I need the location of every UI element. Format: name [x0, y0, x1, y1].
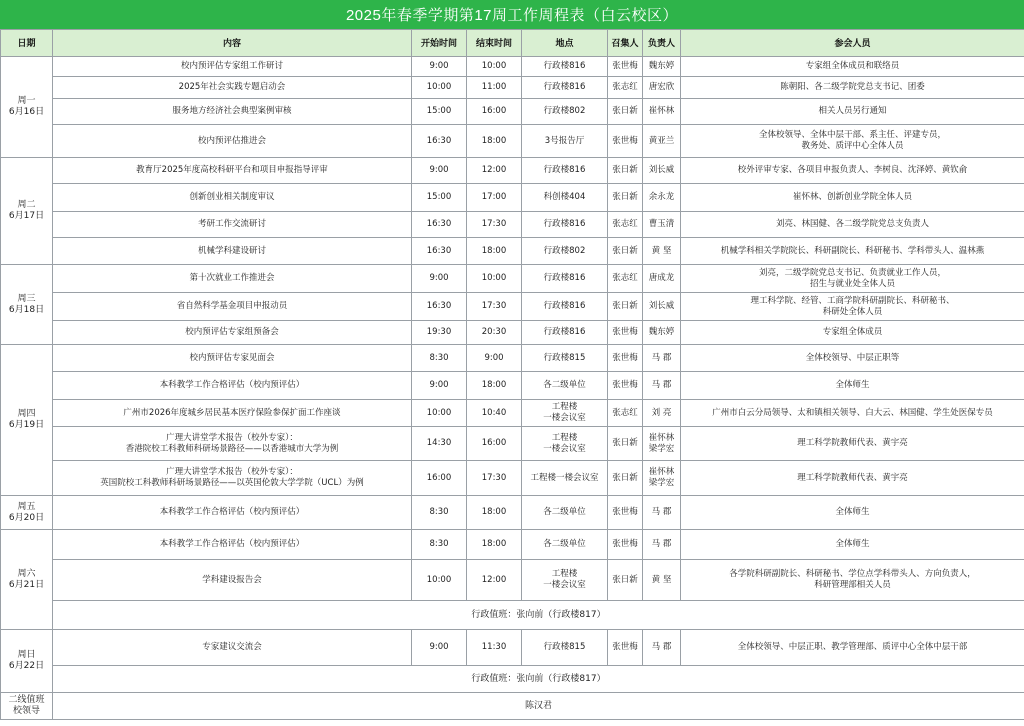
duty-cell: 行政值班：张向前（行政楼817）	[53, 601, 1024, 630]
attendees-cell	[681, 265, 1024, 293]
owner-cell-line: 余永龙	[648, 192, 675, 202]
location-cell	[522, 530, 608, 560]
owner-cell	[643, 345, 681, 372]
table-row	[1, 372, 1024, 400]
footer-row	[1, 693, 1024, 720]
location-cell-line: 行政楼815	[543, 352, 586, 363]
owner-cell	[643, 400, 681, 427]
start-time-cell: 10:00	[412, 400, 467, 427]
location-cell	[522, 184, 608, 212]
location-cell	[522, 630, 608, 666]
day-cell-line: 6月19日	[8, 420, 45, 430]
attendees-cell	[681, 158, 1024, 184]
owner-cell	[643, 496, 681, 530]
owner-cell	[643, 530, 681, 560]
convener-cell: 张世梅	[608, 630, 643, 666]
start-time-cell: 8:30	[412, 530, 467, 560]
location-cell	[522, 321, 608, 345]
start-time-cell: 9:00	[412, 57, 467, 77]
content-cell	[53, 400, 412, 427]
duty-row	[1, 601, 1024, 630]
owner-cell	[643, 99, 681, 125]
owner-cell	[643, 293, 681, 321]
owner-cell	[643, 461, 681, 496]
content-cell-line: 创新创业相关制度审议	[189, 192, 275, 202]
end-time-cell: 10:00	[467, 265, 522, 293]
attendees-cell-line: 刘亮，二级学院党总支书记、负责就业工作人员，	[758, 267, 946, 278]
location-cell-line: 工程楼	[551, 569, 578, 579]
end-time-cell: 17:30	[467, 212, 522, 238]
owner-cell	[643, 158, 681, 184]
day-cell-line: 6月21日	[8, 579, 45, 590]
location-cell-line: 一楼会议室	[543, 443, 586, 454]
content-cell	[53, 372, 412, 400]
attendees-cell-line: 各学院科研副院长、科研秘书、学位点学科带头人、方向负责人，	[729, 569, 976, 579]
owner-cell-line: 黄 坚	[651, 574, 672, 585]
content-cell-line: 学科建设报告会	[202, 574, 262, 585]
day-cell-line: 周六	[17, 568, 36, 579]
start-time-cell: 10:00	[412, 560, 467, 601]
end-time-cell: 18:00	[467, 496, 522, 530]
convener-cell: 张世梅	[608, 345, 643, 372]
end-time-cell: 12:00	[467, 560, 522, 601]
content-cell-line: 本科教学工作合格评估（校内预评估）	[159, 507, 305, 517]
start-time-cell: 9:00	[412, 265, 467, 293]
attendees-cell-line: 全体校领导、中层正职等	[805, 352, 900, 363]
attendees-cell-line: 专家组全体成员和联络员	[805, 61, 900, 71]
attendees-cell	[681, 496, 1024, 530]
end-time-cell: 10:40	[467, 400, 522, 427]
owner-cell-line: 马 郡	[651, 380, 672, 390]
location-cell	[522, 99, 608, 125]
header-owner: 负责人	[643, 30, 681, 57]
convener-cell: 张日新	[608, 461, 643, 496]
owner-cell	[643, 57, 681, 77]
convener-cell: 张世梅	[608, 125, 643, 158]
convener-cell: 张世梅	[608, 530, 643, 560]
location-cell	[522, 212, 608, 238]
table-row	[1, 125, 1024, 158]
location-cell	[522, 427, 608, 461]
location-cell-line: 一楼会议室	[543, 580, 586, 590]
attendees-cell	[681, 461, 1024, 496]
content-cell	[53, 461, 412, 496]
convener-cell: 张日新	[608, 560, 643, 601]
owner-cell	[643, 265, 681, 293]
location-cell	[522, 125, 608, 158]
attendees-cell-line: 科研处全体人员	[822, 306, 883, 317]
content-cell	[53, 321, 412, 345]
table-row	[1, 212, 1024, 238]
content-cell	[53, 158, 412, 184]
owner-cell	[643, 427, 681, 461]
owner-cell-line: 刘长威	[648, 301, 675, 311]
content-cell	[53, 238, 412, 265]
duty-row	[1, 666, 1024, 693]
attendees-cell-line: 科研管理部相关人员	[814, 580, 891, 590]
table-row	[1, 184, 1024, 212]
content-cell-line: 第十次就业工作推进会	[189, 273, 275, 283]
day-cell-line: 6月17日	[8, 211, 45, 221]
end-time-cell: 18:00	[467, 372, 522, 400]
end-time-cell: 20:30	[467, 321, 522, 345]
owner-cell	[643, 238, 681, 265]
location-cell	[522, 345, 608, 372]
owner-cell-line: 马 郡	[651, 507, 672, 517]
table-row	[1, 293, 1024, 321]
content-cell	[53, 184, 412, 212]
convener-cell: 张日新	[608, 158, 643, 184]
owner-cell	[643, 321, 681, 345]
location-cell-line: 行政楼816	[543, 301, 586, 311]
footer-label-cell	[1, 693, 53, 720]
table-row	[1, 427, 1024, 461]
location-cell	[522, 238, 608, 265]
owner-cell-line: 黄 坚	[651, 245, 672, 256]
attendees-cell-line: 广州市白云分局领导、太和镇相关领导、白大云、林国健、学生处医保专员	[712, 407, 993, 418]
location-cell-line: 行政楼816	[543, 273, 586, 283]
end-time-cell: 10:00	[467, 57, 522, 77]
attendees-cell-line: 机械学科相关学院院长、科研副院长、科研秘书、学科带头人、温林燕	[720, 245, 985, 256]
table-row	[1, 57, 1024, 77]
schedule-table	[0, 29, 1024, 720]
owner-cell-line: 崔怀林	[648, 467, 675, 477]
content-cell	[53, 345, 412, 372]
attendees-cell-line: 全体师生	[835, 507, 870, 517]
owner-cell	[643, 184, 681, 212]
day-cell-line: 6月20日	[8, 512, 45, 523]
day-cell-line: 周三	[17, 293, 36, 304]
content-cell-line: 考研工作交流研讨	[197, 219, 266, 229]
convener-cell: 张日新	[608, 184, 643, 212]
owner-cell	[643, 372, 681, 400]
location-cell-line: 各二级单位	[543, 380, 586, 390]
schedule-body	[1, 57, 1024, 720]
location-cell-line: 行政楼816	[543, 219, 586, 229]
header-convener: 召集人	[608, 30, 643, 57]
location-cell	[522, 372, 608, 400]
owner-cell-line: 崔怀林	[648, 106, 675, 116]
location-cell	[522, 265, 608, 293]
attendees-cell-line: 教务处、质评中心全体人员	[801, 141, 904, 151]
attendees-cell-line: 理工科学院、经管、工商学院科研副院长、科研秘书、	[750, 295, 955, 306]
location-cell-line: 工程楼	[551, 432, 578, 443]
location-cell	[522, 77, 608, 99]
header-content: 内容	[53, 30, 412, 57]
table-row	[1, 496, 1024, 530]
start-time-cell: 9:00	[412, 158, 467, 184]
content-cell	[53, 99, 412, 125]
day-cell-line: 6月18日	[8, 304, 45, 315]
day-cell	[1, 530, 53, 630]
table-row	[1, 400, 1024, 427]
table-row	[1, 560, 1024, 601]
start-time-cell: 16:30	[412, 238, 467, 265]
header-row	[1, 30, 1024, 57]
header-location: 地点	[522, 30, 608, 57]
attendees-cell	[681, 372, 1024, 400]
content-cell	[53, 496, 412, 530]
attendees-cell-line: 全体校领导、中层正职、教学管理部、质评中心全体中层干部	[737, 642, 968, 652]
page-title: 2025年春季学期第17周工作周程表（白云校区）	[0, 0, 1024, 29]
attendees-cell-line: 相关人员另行通知	[818, 106, 887, 116]
content-cell-line: 英国院校工科教师科研场景路径——以英国伦敦大学学院（UCL）为例	[100, 478, 364, 488]
table-row	[1, 321, 1024, 345]
header-end: 结束时间	[467, 30, 522, 57]
start-time-cell: 19:30	[412, 321, 467, 345]
table-row	[1, 461, 1024, 496]
convener-cell: 张世梅	[608, 321, 643, 345]
owner-cell-line: 马 郡	[651, 352, 672, 363]
attendees-cell	[681, 99, 1024, 125]
start-time-cell: 16:00	[412, 461, 467, 496]
attendees-cell	[681, 321, 1024, 345]
location-cell	[522, 293, 608, 321]
start-time-cell: 9:00	[412, 372, 467, 400]
attendees-cell-line: 校外评审专家、各项目申报负责人、李树良、沈泽婷、黄钦俞	[737, 165, 968, 175]
day-cell-line: 周一	[17, 96, 36, 106]
content-cell	[53, 293, 412, 321]
footer-label-cell-line: 校领导	[12, 706, 40, 716]
attendees-cell	[681, 125, 1024, 158]
owner-cell-line: 魏东婷	[648, 61, 675, 71]
owner-cell	[643, 212, 681, 238]
owner-cell	[643, 630, 681, 666]
content-cell-line: 省自然科学基金项目申报动员	[176, 301, 288, 311]
attendees-cell	[681, 530, 1024, 560]
day-cell	[1, 57, 53, 158]
convener-cell: 张日新	[608, 427, 643, 461]
convener-cell: 张日新	[608, 293, 643, 321]
location-cell-line: 工程楼	[551, 402, 578, 412]
content-cell-line: 校内预评估专家组预备会	[185, 327, 279, 337]
owner-cell-line: 梁学宏	[648, 443, 675, 454]
end-time-cell: 18:00	[467, 238, 522, 265]
duty-cell: 行政值班：张向前（行政楼817）	[53, 666, 1024, 693]
end-time-cell: 12:00	[467, 158, 522, 184]
attendees-cell-line: 刘亮、林国健、各二级学院党总支负责人	[775, 219, 929, 229]
table-row	[1, 77, 1024, 99]
convener-cell: 张志红	[608, 77, 643, 99]
location-cell	[522, 158, 608, 184]
day-cell-line: 周四	[17, 409, 36, 419]
attendees-cell	[681, 560, 1024, 601]
day-cell	[1, 630, 53, 693]
end-time-cell: 17:00	[467, 184, 522, 212]
location-cell-line: 一楼会议室	[543, 413, 586, 423]
table-row	[1, 530, 1024, 560]
attendees-cell	[681, 427, 1024, 461]
end-time-cell: 9:00	[467, 345, 522, 372]
content-cell	[53, 265, 412, 293]
end-time-cell: 16:00	[467, 99, 522, 125]
content-cell-line: 2025年社会实践专题启动会	[178, 82, 286, 92]
attendees-cell	[681, 400, 1024, 427]
start-time-cell: 16:30	[412, 125, 467, 158]
start-time-cell: 15:00	[412, 99, 467, 125]
content-cell	[53, 212, 412, 238]
attendees-cell-line: 全体校领导、全体中层干部、系主任、评建专员，	[758, 130, 946, 140]
day-cell-line: 周日	[17, 650, 36, 660]
location-cell-line: 各二级单位	[543, 539, 586, 549]
attendees-cell-line: 招生与就业处全体人员	[809, 278, 895, 289]
footer-value-cell: 陈汉君	[53, 693, 1024, 720]
location-cell	[522, 461, 608, 496]
convener-cell: 张志红	[608, 400, 643, 427]
table-row	[1, 238, 1024, 265]
content-cell	[53, 125, 412, 158]
location-cell-line: 行政楼815	[543, 642, 586, 652]
convener-cell: 张志红	[608, 212, 643, 238]
content-cell-line: 香港院校工科教师科研场景路径——以香港城市大学为例	[125, 443, 339, 454]
start-time-cell: 14:30	[412, 427, 467, 461]
location-cell-line: 行政楼816	[543, 82, 586, 92]
owner-cell	[643, 125, 681, 158]
content-cell-line: 广理大讲堂学术报告（校外专家）：	[166, 432, 298, 443]
attendees-cell	[681, 212, 1024, 238]
convener-cell: 张志红	[608, 265, 643, 293]
content-cell-line: 服务地方经济社会典型案例审核	[172, 106, 292, 116]
attendees-cell	[681, 630, 1024, 666]
location-cell	[522, 57, 608, 77]
day-cell-line: 周五	[17, 501, 36, 512]
table-row	[1, 99, 1024, 125]
attendees-cell	[681, 293, 1024, 321]
table-row	[1, 158, 1024, 184]
start-time-cell: 10:00	[412, 77, 467, 99]
owner-cell-line: 崔怀林	[648, 432, 675, 443]
end-time-cell: 17:30	[467, 293, 522, 321]
content-cell	[53, 530, 412, 560]
content-cell-line: 校内预评估专家组工作研讨	[180, 61, 283, 71]
location-cell-line: 3号报告厅	[544, 135, 585, 146]
day-cell-line: 6月16日	[8, 107, 45, 117]
content-cell-line: 广理大讲堂学术报告（校外专家）：	[166, 467, 298, 477]
location-cell	[522, 496, 608, 530]
attendees-cell	[681, 345, 1024, 372]
day-cell	[1, 265, 53, 345]
owner-cell-line: 刘长威	[648, 165, 675, 175]
end-time-cell: 18:00	[467, 125, 522, 158]
attendees-cell	[681, 184, 1024, 212]
location-cell-line: 科创楼404	[543, 192, 586, 202]
attendees-cell	[681, 77, 1024, 99]
content-cell-line: 机械学科建设研讨	[197, 245, 266, 256]
location-cell-line: 各二级单位	[543, 507, 586, 517]
owner-cell-line: 刘 亮	[651, 407, 672, 418]
convener-cell: 张日新	[608, 238, 643, 265]
location-cell	[522, 400, 608, 427]
location-cell-line: 行政楼816	[543, 327, 586, 337]
day-cell-line: 6月22日	[8, 661, 45, 671]
end-time-cell: 18:00	[467, 530, 522, 560]
owner-cell-line: 唐宏欣	[648, 82, 675, 92]
content-cell	[53, 427, 412, 461]
content-cell	[53, 630, 412, 666]
content-cell-line: 校内预评估专家见面会	[189, 352, 275, 363]
content-cell-line: 本科教学工作合格评估（校内预评估）	[159, 380, 305, 390]
header-start: 开始时间	[412, 30, 467, 57]
location-cell-line: 工程楼一楼会议室	[530, 472, 599, 483]
owner-cell-line: 唐成龙	[648, 273, 675, 283]
content-cell-line: 校内预评估推进会	[197, 135, 266, 146]
start-time-cell: 8:30	[412, 496, 467, 530]
end-time-cell: 11:30	[467, 630, 522, 666]
day-cell	[1, 496, 53, 530]
start-time-cell: 15:00	[412, 184, 467, 212]
owner-cell-line: 曹玉清	[648, 219, 675, 229]
convener-cell: 张世梅	[608, 496, 643, 530]
owner-cell-line: 梁学宏	[648, 478, 675, 488]
day-cell-line: 周二	[17, 200, 36, 210]
end-time-cell: 16:00	[467, 427, 522, 461]
attendees-cell-line: 理工科学院教师代表、黄宇亮	[797, 438, 908, 448]
day-cell	[1, 158, 53, 265]
content-cell	[53, 560, 412, 601]
content-cell-line: 本科教学工作合格评估（校内预评估）	[159, 539, 305, 549]
convener-cell: 张日新	[608, 99, 643, 125]
attendees-cell-line: 专家组全体成员	[822, 327, 883, 337]
attendees-cell	[681, 238, 1024, 265]
content-cell-line: 广州市2026年度城乡居民基本医疗保险参保扩面工作座谈	[123, 407, 341, 418]
footer-label-cell-line: 二线值班	[8, 695, 45, 705]
start-time-cell: 16:30	[412, 293, 467, 321]
start-time-cell: 9:00	[412, 630, 467, 666]
start-time-cell: 8:30	[412, 345, 467, 372]
attendees-cell	[681, 57, 1024, 77]
location-cell-line: 行政楼802	[543, 106, 586, 116]
location-cell-line: 行政楼816	[543, 61, 586, 71]
attendees-cell-line: 全体师生	[835, 380, 870, 390]
header-date: 日期	[1, 30, 53, 57]
table-row	[1, 630, 1024, 666]
owner-cell-line: 黄亚兰	[648, 135, 675, 146]
table-row	[1, 265, 1024, 293]
content-cell-line: 教育厅2025年度高校科研平台和项目申报指导评审	[136, 165, 328, 175]
convener-cell: 张世梅	[608, 57, 643, 77]
owner-cell	[643, 77, 681, 99]
attendees-cell-line: 理工科学院教师代表、黄宇亮	[797, 472, 908, 483]
end-time-cell: 11:00	[467, 77, 522, 99]
attendees-cell-line: 全体师生	[835, 539, 870, 549]
location-cell-line: 行政楼816	[543, 165, 586, 175]
header-attendees: 参会人员	[681, 30, 1024, 57]
day-cell	[1, 345, 53, 496]
content-cell	[53, 77, 412, 99]
content-cell-line: 专家建议交流会	[202, 642, 262, 652]
location-cell	[522, 560, 608, 601]
owner-cell-line: 马 郡	[651, 642, 672, 652]
attendees-cell-line: 陈朝阳、各二级学院党总支书记、团委	[780, 82, 925, 92]
start-time-cell: 16:30	[412, 212, 467, 238]
owner-cell-line: 魏东婷	[648, 327, 675, 337]
end-time-cell: 17:30	[467, 461, 522, 496]
attendees-cell-line: 崔怀林、创新创业学院全体人员	[792, 192, 912, 202]
table-row	[1, 345, 1024, 372]
owner-cell	[643, 560, 681, 601]
convener-cell: 张世梅	[608, 372, 643, 400]
location-cell-line: 行政楼802	[543, 245, 586, 256]
content-cell	[53, 57, 412, 77]
owner-cell-line: 马 郡	[651, 539, 672, 549]
